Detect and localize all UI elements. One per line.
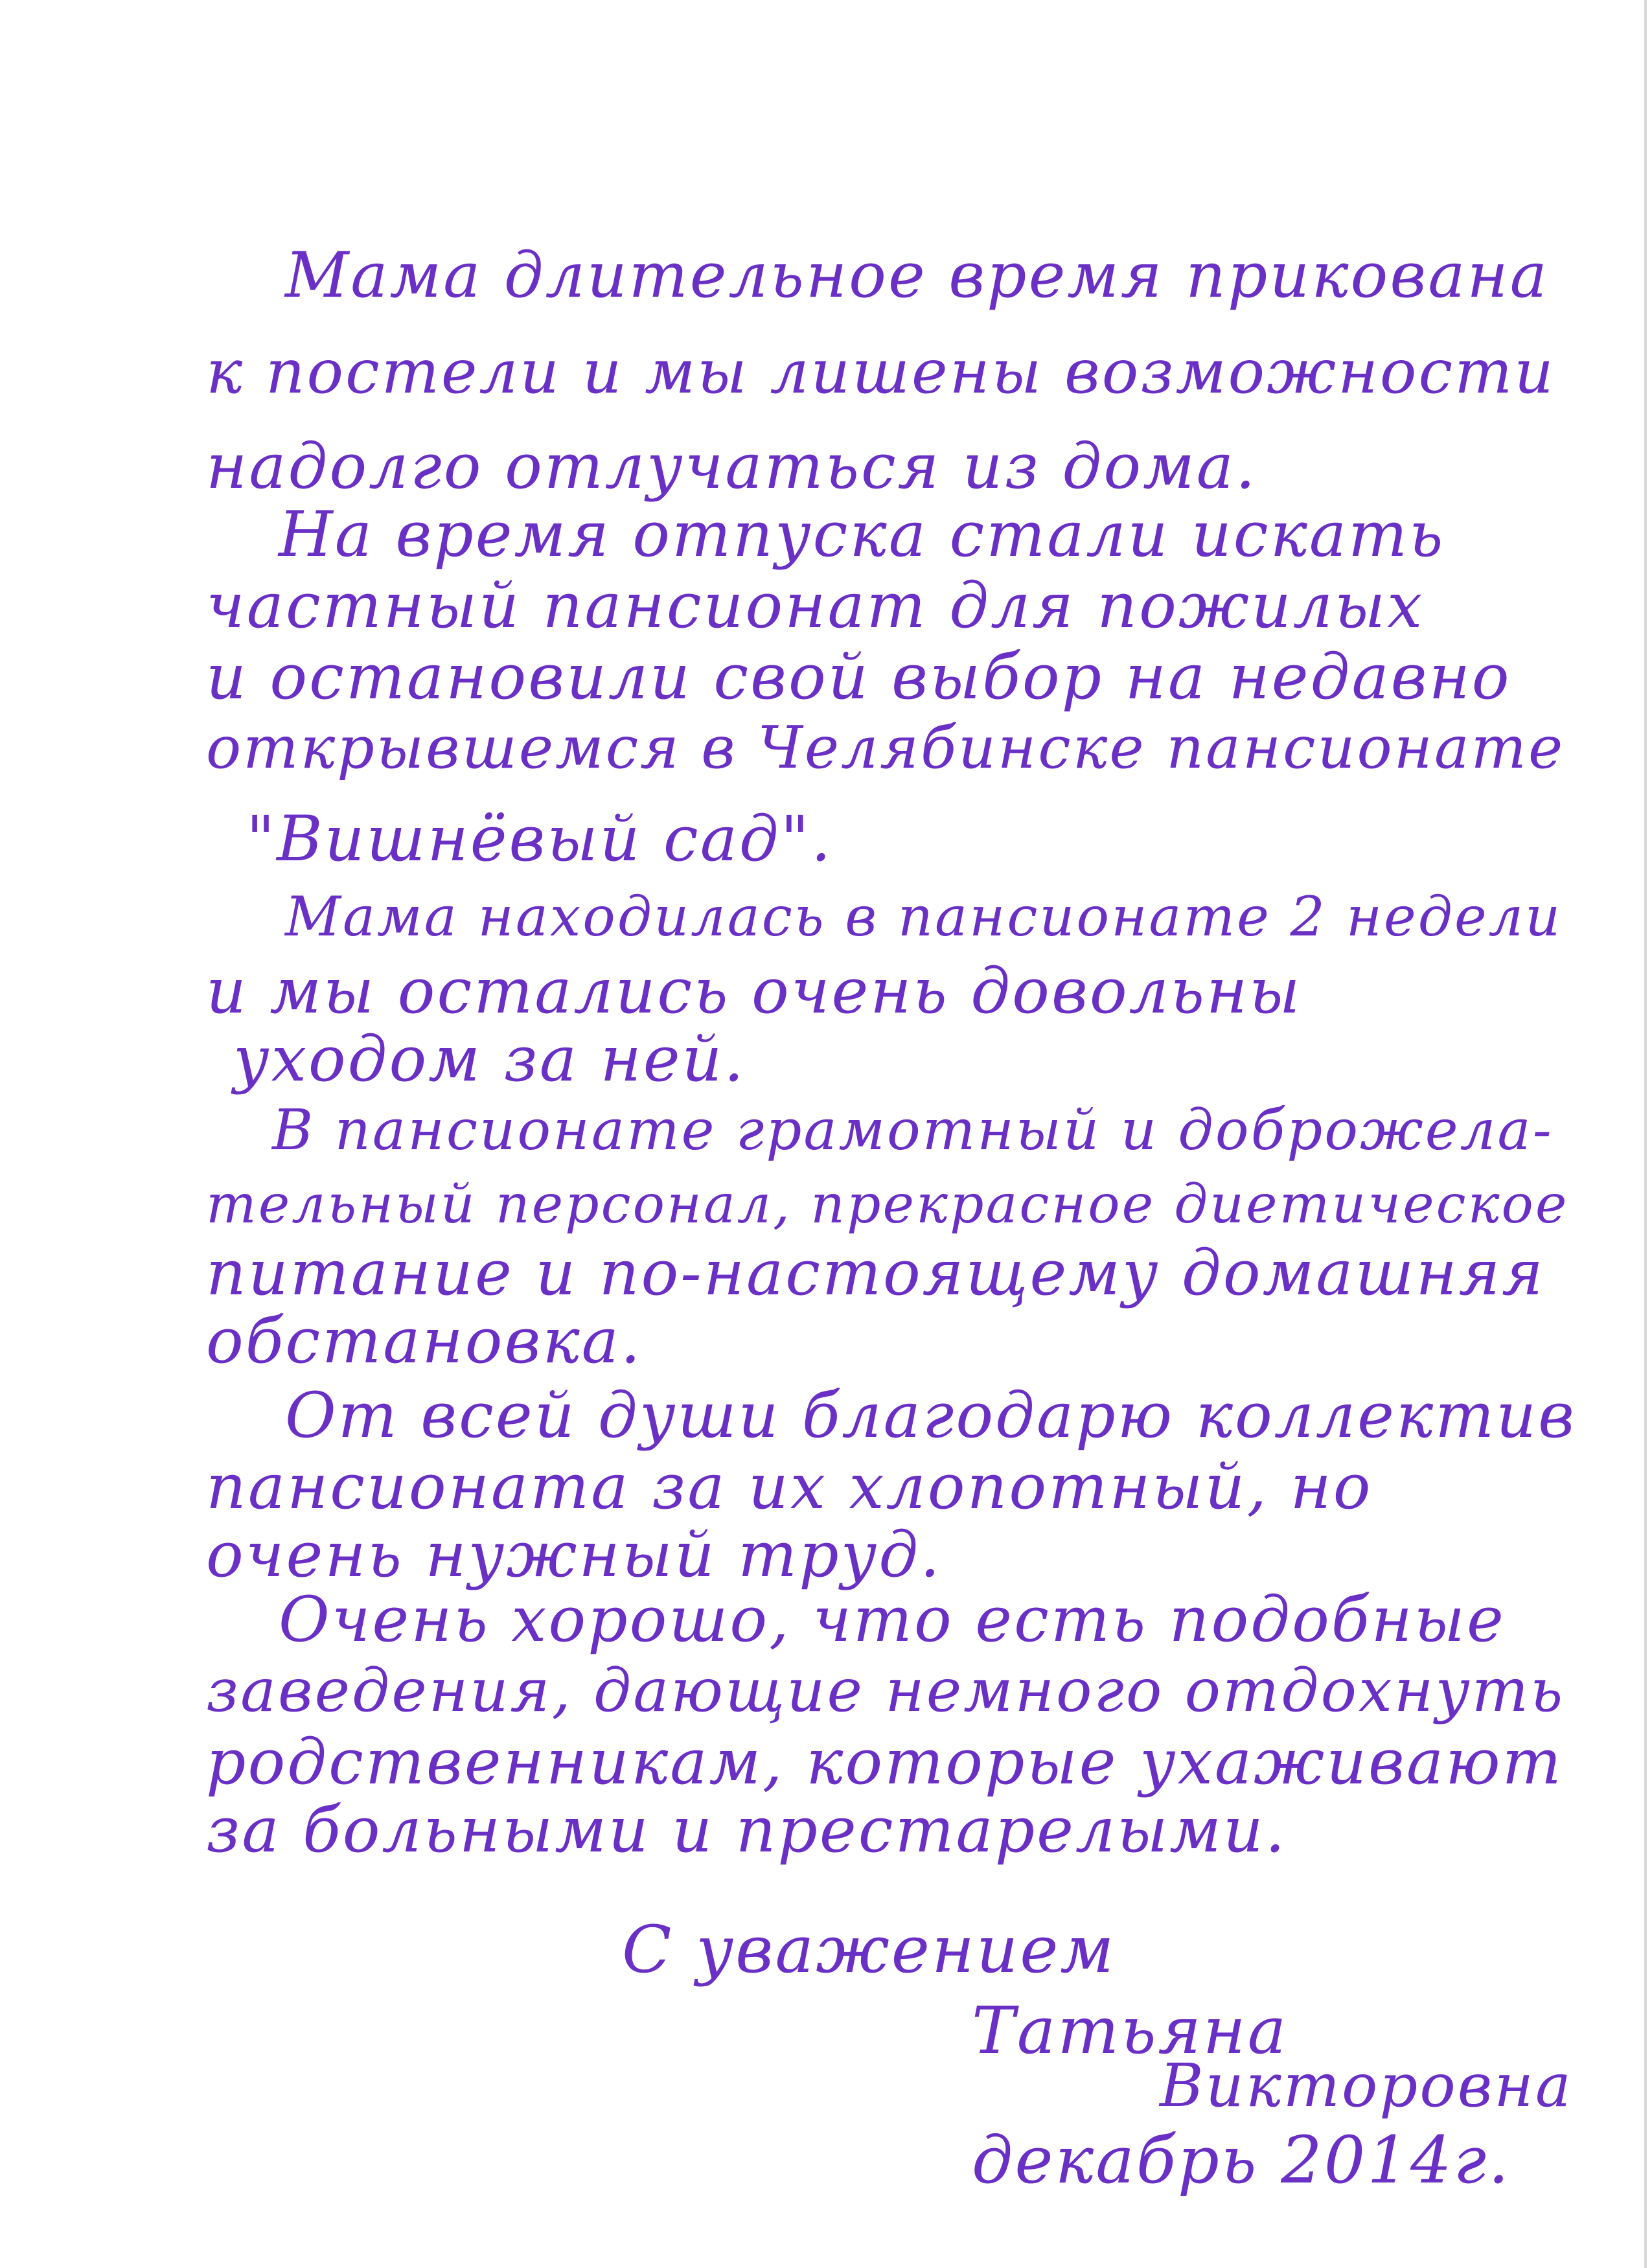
letter-date: декабрь 2014г.	[972, 2122, 1511, 2198]
letter-line-9: Мама находилась в пансионате 2 недели	[285, 885, 1563, 948]
letter-line-12: В пансионате грамотный и доброжела-	[272, 1098, 1554, 1163]
signer-patronymic: Викторовна	[1160, 2051, 1573, 2120]
letter-line-8: "Вишнёвый сад".	[246, 803, 833, 875]
letter-line-17: пансионата за их хлопотный, но	[206, 1450, 1373, 1523]
letter-line-3: надолго отлучаться из дома.	[206, 430, 1257, 503]
letter-line-15: обстановка.	[206, 1305, 643, 1377]
letter-line-18: очень нужный труд.	[206, 1518, 942, 1591]
letter-line-16: От всей души благодарю коллектив	[285, 1379, 1576, 1452]
closing-greeting: С уважением	[622, 1912, 1116, 1987]
letter-line-14: питание и по-настоящему домашняя	[206, 1237, 1545, 1309]
letter-line-7: открывшемся в Челябинске пансионате	[206, 714, 1565, 782]
letter-line-20: заведения, дающие немного отдохнуть	[206, 1656, 1565, 1725]
letter-line-11: уходом за ней.	[233, 1023, 746, 1095]
letter-line-22: за больными и престарелыми.	[206, 1794, 1287, 1866]
letter-line-2: к постели и мы лишены возможности	[206, 337, 1555, 407]
letter-line-13: тельный персонал, прекрасное диетическое	[206, 1174, 1569, 1235]
letter-line-5: частный пансионат для пожилых	[206, 569, 1425, 642]
letter-line-19: Очень хорошо, что есть подобные	[279, 1583, 1506, 1656]
letter-line-6: и остановили свой выбор на недавно	[206, 641, 1511, 713]
letter-line-4: На время отпуска стали искать	[279, 498, 1445, 571]
signer-first-name: Татьяна	[972, 1993, 1289, 2068]
letter-line-10: и мы остались очень довольны	[206, 955, 1302, 1027]
letter-line-1: Мама длительное время прикована	[285, 239, 1549, 312]
letter-line-21: родственникам, которые ухаживают	[206, 1726, 1563, 1798]
